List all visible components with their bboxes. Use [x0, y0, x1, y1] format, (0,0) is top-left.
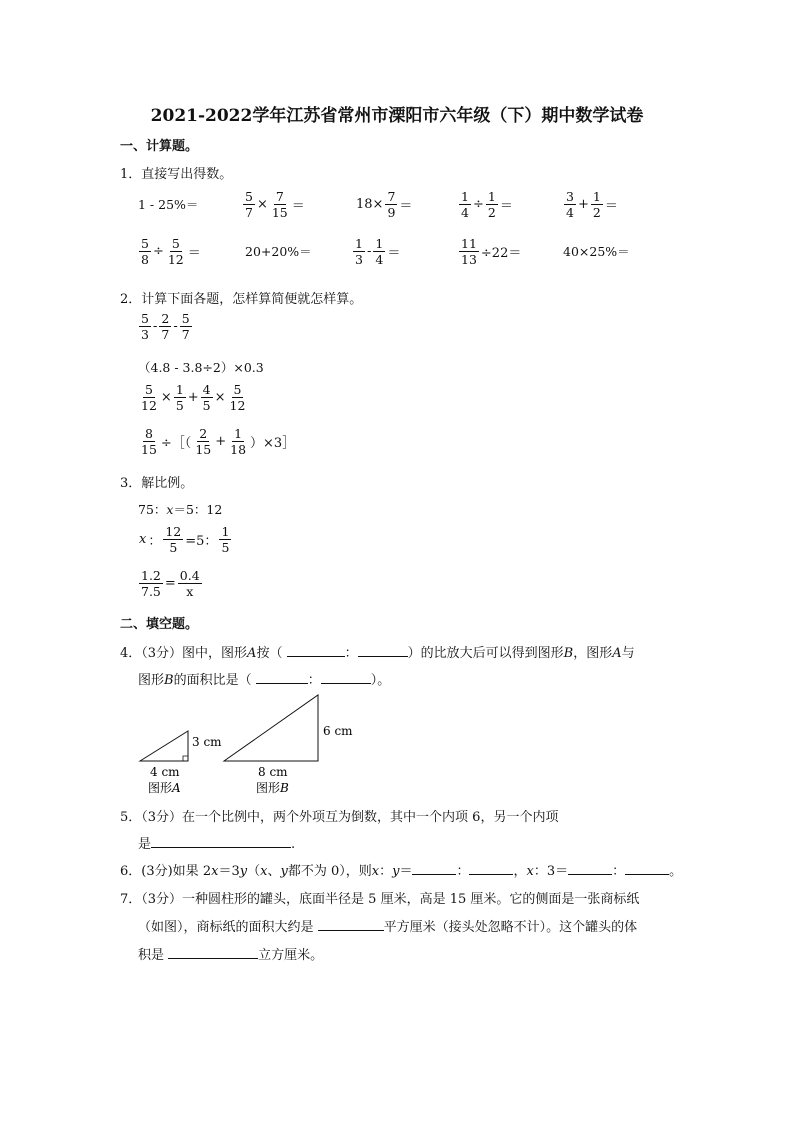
- denominator: 9: [387, 205, 396, 221]
- suffix: ÷22＝: [480, 246, 522, 262]
- denominator: 5: [221, 540, 230, 556]
- denominator: 3: [141, 327, 149, 343]
- denominator: 5: [169, 540, 178, 556]
- variable-x: x: [166, 502, 174, 517]
- q3-proportion-3: $\frac{1.2}{7.5}$ = $\frac{0.4}{x}$: [141, 568, 200, 600]
- numerator: 11: [461, 236, 477, 251]
- operator: ÷: [152, 244, 164, 260]
- answer-blank[interactable]: [168, 946, 258, 959]
- q4-triangle-figure: [130, 690, 370, 800]
- page-title: 2021-2022学年江苏省常州市溧阳市六年级（下）期中数学试卷: [150, 106, 644, 126]
- operator: ×: [214, 390, 226, 406]
- denominator: 7.5: [141, 584, 161, 600]
- operator: -: [366, 244, 372, 260]
- numerator: 1: [375, 236, 384, 251]
- denominator: 5: [175, 398, 184, 414]
- answer-blank[interactable]: [358, 644, 408, 657]
- denominator: 18: [230, 442, 247, 458]
- numerator: 3: [566, 189, 574, 204]
- q7-line-3: 积是 立方厘米。: [138, 948, 324, 963]
- operator: ÷: [472, 197, 484, 213]
- denominator: 13: [461, 252, 477, 268]
- q4-line-1: 4．（3分）图中，图形A按（ ： ）的比放大后可以得到图形B，图形A与: [120, 646, 635, 661]
- equals-sign: ＝: [187, 246, 201, 262]
- numerator: 1: [175, 382, 184, 397]
- denominator: 7: [161, 327, 170, 343]
- q3-proportion-2: x ： $\frac{12}{5}$ =5： $\frac{1}{5}$: [139, 524, 230, 556]
- numerator: 2: [199, 426, 208, 441]
- denominator: 7: [245, 205, 253, 221]
- numerator: 7: [275, 189, 284, 204]
- operator: +: [215, 434, 227, 450]
- numerator: 5: [144, 382, 153, 397]
- triangle-b: [224, 695, 318, 761]
- triangle-a-base-label: 4 cm: [150, 765, 180, 779]
- numerator: 5: [141, 311, 149, 326]
- q2-expr-3: [138, 383, 248, 412]
- numerator: 1: [461, 189, 469, 204]
- denominator: 2: [592, 205, 601, 221]
- q2-stem: 2．计算下面各题，怎样算简便就怎样算。: [120, 292, 363, 307]
- triangle-a-height-label: 3 cm: [192, 735, 222, 749]
- denominator: 2: [487, 205, 496, 221]
- numerator: 1.2: [141, 568, 161, 583]
- right-angle-mark-a: [183, 756, 188, 761]
- numerator: 1: [487, 189, 496, 204]
- q2-expr-2: （4.8 - 3.8÷2）×0.3: [138, 360, 264, 375]
- equals-sign: ＝: [291, 199, 305, 215]
- denominator: 15: [271, 205, 288, 221]
- operator: +: [577, 197, 589, 213]
- numerator: 0.4: [179, 568, 200, 583]
- operator: ÷［（: [160, 436, 192, 452]
- denominator: 12: [229, 398, 246, 414]
- numerator: 2: [161, 311, 170, 326]
- answer-blank[interactable]: [151, 835, 291, 848]
- q1-item-d: [458, 190, 514, 219]
- answer-blank[interactable]: [256, 671, 308, 684]
- answer-blank[interactable]: [568, 862, 612, 875]
- answer-blank[interactable]: [318, 918, 384, 931]
- numerator: 12: [165, 524, 182, 539]
- operator: -: [173, 319, 178, 335]
- q1-item-b: [242, 190, 306, 219]
- denominator: 15: [195, 442, 212, 458]
- answer-blank[interactable]: [469, 862, 513, 875]
- operator: ×: [256, 197, 268, 213]
- denominator: 15: [141, 442, 157, 458]
- denominator: 12: [141, 398, 157, 414]
- q2-expr-1: [138, 312, 193, 341]
- operator: -: [152, 319, 158, 335]
- q1-item-i: [458, 237, 522, 266]
- numerator: 8: [144, 426, 153, 441]
- q1-item-g: 20+20%＝: [245, 244, 312, 259]
- denominator: 5: [202, 398, 211, 414]
- q1-item-h: [352, 237, 401, 266]
- numerator: 5: [141, 236, 149, 251]
- denominator: x: [186, 584, 194, 600]
- triangle-b-base-label: 8 cm: [258, 765, 288, 779]
- numerator: 5: [233, 382, 242, 397]
- operator: ×: [160, 390, 172, 406]
- numerator: 1: [221, 524, 230, 539]
- section-fill-heading: 二、填空题。: [120, 617, 199, 632]
- denominator: 4: [375, 252, 384, 268]
- q1-item-a: 1 - 25%＝: [138, 197, 199, 212]
- numerator: 5: [245, 189, 253, 204]
- q2-expr-4: [138, 427, 296, 456]
- equals-sign: ＝: [387, 246, 401, 262]
- q1-item-c: [355, 190, 413, 219]
- answer-blank[interactable]: [287, 644, 345, 657]
- numerator: 5: [181, 311, 190, 326]
- numerator: 1: [592, 189, 601, 204]
- denominator: 4: [461, 205, 469, 221]
- answer-blank[interactable]: [321, 671, 371, 684]
- operator: +: [187, 390, 199, 406]
- numerator: 1: [355, 236, 363, 251]
- q5-line-2: 是 .: [138, 837, 296, 852]
- numerator: 5: [171, 236, 180, 251]
- section-calc-heading: 一、计算题。: [120, 139, 199, 154]
- triangle-b-height-label: 6 cm: [323, 724, 353, 738]
- answer-blank[interactable]: [625, 862, 669, 875]
- equals-sign: ＝: [399, 199, 413, 215]
- denominator: 8: [141, 252, 149, 268]
- q4-line-2: 图形B的面积比是（ ： ）。: [138, 673, 391, 688]
- numerator: 7: [387, 189, 396, 204]
- variable-x: x: [139, 532, 147, 548]
- q3-proportion-1: 75：x＝5：12: [138, 502, 223, 517]
- triangle-a-name-label: 图形A: [148, 781, 181, 795]
- prefix: 18×: [356, 197, 384, 213]
- denominator: 7: [181, 327, 190, 343]
- q1-stem: 1．直接写出得数。: [120, 167, 233, 182]
- q7-line-2: （如图），商标纸的面积大约是 平方厘米（接头处忽略不计）。这个罐头的体: [138, 920, 638, 935]
- denominator: 3: [355, 252, 363, 268]
- numerator: 4: [202, 382, 211, 397]
- denominator: 4: [566, 205, 574, 221]
- equals-sign: ＝: [499, 199, 513, 215]
- triangle-b-name-label: 图形B: [256, 781, 289, 795]
- denominator: 12: [167, 252, 184, 268]
- q1-item-j: 40×25%＝: [563, 244, 630, 259]
- q1-item-f: [138, 237, 202, 266]
- answer-blank[interactable]: [412, 862, 456, 875]
- q1-item-e: [563, 190, 619, 219]
- numerator: 1: [234, 426, 243, 441]
- q3-stem: 3．解比例。: [120, 476, 194, 491]
- equals-sign: ＝: [604, 199, 618, 215]
- q5-line-1: 5．（3分）在一个比例中，两个外项互为倒数，其中一个内项 6，另一个内项: [120, 810, 559, 825]
- operator: ）×3］: [250, 436, 296, 452]
- q6-line: 6．(3分)如果 2x＝3y（x、y都不为 0），则x：y＝ ： ，x：3＝ ： 。: [120, 864, 683, 879]
- q7-line-1: 7．（3分）一种圆柱形的罐头，底面半径是 5 厘米，高是 15 厘米。它的侧面是一张商标纸: [120, 892, 640, 907]
- triangle-a: [140, 731, 188, 761]
